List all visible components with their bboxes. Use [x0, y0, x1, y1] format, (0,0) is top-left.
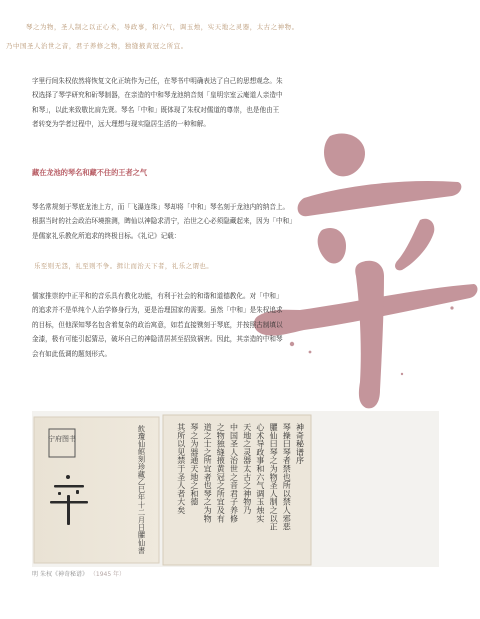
right-page-column: 天地之灵器太古之神物乃: [242, 423, 252, 515]
body-paragraph-2: [32, 200, 342, 243]
left-page-column-text: [137, 424, 146, 555]
quote-line: 琴之为物，圣人制之以正心术，导政事，和六气，调玉烛，实天地之灵器，太古之神物。: [26, 23, 299, 31]
caption-year: （1945 年）: [89, 571, 126, 578]
body-paragraph-3: [32, 289, 342, 361]
right-page-column: 心术导政事和六气调玉烛实: [255, 423, 265, 523]
quote-line: 乃中国圣人治世之音，君子养修之物，独缝掖黄冠之所宜。: [6, 42, 188, 50]
right-page-column: 神奇秘谱序: [295, 423, 305, 465]
paragraph-line: 者转变为学者过程中，远大理想与现实隐居生活的一种和解。: [32, 120, 211, 129]
figure-caption: [32, 569, 125, 578]
right-page-column: 臞仙曰琴之为物圣人制之以正: [269, 423, 279, 531]
paragraph-line: 儒家推崇的中正平和的音乐具有教化功能，有利于社会的和谐和道德教化。对「中和」: [32, 292, 283, 300]
book-photo-figure: [32, 411, 439, 567]
right-page-column: 之物独缝掖黄冠之所宜及有: [216, 423, 226, 523]
caption-title: 朱权《神奇秘谱》: [39, 571, 88, 578]
right-page-column: 中国圣人治世之音君子养修: [229, 423, 239, 523]
section-heading: 藏在龙池的琴名和藏不住的王者之气: [32, 168, 148, 177]
right-page-column: 道之士之所宜者也琴之为物: [203, 423, 213, 523]
paragraph-line: 和琴」，以此来致敬比肩先贤。琴名「中和」既体现了朱权对儒道的尊崇，也是他由王: [32, 105, 280, 114]
paragraph-line: 的目标，但他深知琴名包含着复杂的政治寓意，如若直接镌刻于琴底，并按照古制填以: [32, 320, 283, 329]
paragraph-line: 是儒家礼乐教化所追求的终极目标。《礼记》记载：: [32, 231, 181, 240]
right-page-column: 琴之为器通天地之和德: [189, 423, 199, 506]
paragraph-line: 的追求并不是单纯个人治学修身行为，更是治理国家的需要。虽然「中和」是朱权追求: [32, 306, 283, 315]
paragraph-line: 琴名常规刻于琴底龙池上方，而「飞瀑连珠」琴却将「中和」琴名刻于龙池内的纳音上。: [32, 203, 290, 211]
paragraph-line: 权选择了琴学研究和斫琴制器，在亲造的中和琴龙池纳音刻「皇明宗室云庵道人亲造中: [32, 91, 283, 100]
right-page-column: 琴操曰琴者禁也所以禁人邪恶: [282, 423, 292, 531]
paragraph-line: 会有如此低调的题刻形式。: [32, 349, 112, 358]
caption-prefix: 明: [32, 571, 39, 578]
seal-text-top: 宁府图书: [48, 435, 76, 443]
paragraph-line: 根据当时的社会政治环境推测，睥仙以神隐求清宁，治世之心必须隐藏起来，因为「中和」: [32, 217, 296, 226]
paragraph-line: 字里行间朱权依然将恢复文化正统作为己任，在琴书中明确表达了自己的思想观念。朱: [32, 77, 283, 85]
right-page-column: 其所以见禁于圣人者大矣: [176, 423, 186, 515]
liji-quote: 乐至则无怨，礼至则不争。揖让而治天下者，礼乐之谓也。: [34, 262, 214, 270]
book-spread-illustration: [32, 411, 439, 567]
left-column-text: 飲瓊仙館刻珍藏乙巳年十二月日臞仙書: [137, 425, 147, 555]
paragraph-line: 金漆，极有可能引起猜忌，破坏自己的神隐清居甚至招致祸害。因此，其亲造的中和琴: [32, 335, 283, 344]
opening-quote: [4, 18, 348, 56]
